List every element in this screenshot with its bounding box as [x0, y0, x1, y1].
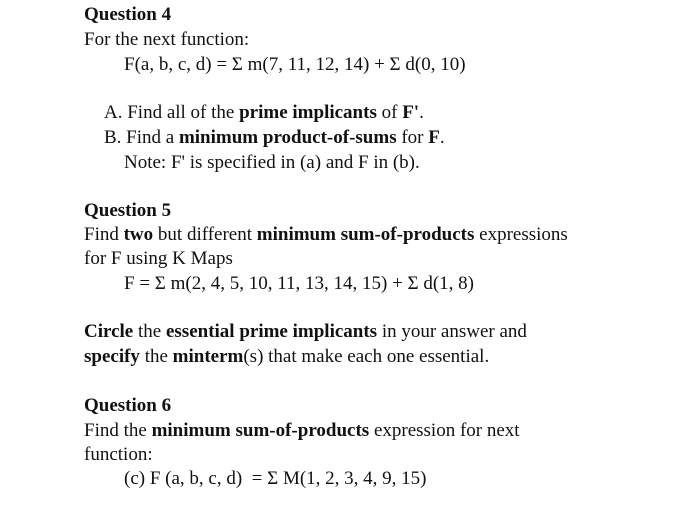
q4-part-a: A. Find all of the prime implicants of F'. [104, 102, 424, 123]
q6-line-2: function: [84, 444, 153, 465]
q5-specify-line: specify the minterm(s) that make each one essential. [84, 346, 490, 367]
q6-function: (c) F (a, b, c, d) = Σ M(1, 2, 3, 4, 9, 15) [124, 468, 427, 489]
q6-title: Question 6 [84, 395, 172, 416]
q4-function: F(a, b, c, d) = Σ m(7, 11, 12, 14) + Σ d(0, 10) [124, 54, 466, 75]
q4-title: Question 4 [84, 4, 172, 25]
q4-note: Note: F' is specified in (a) and F in (b). [124, 152, 420, 173]
q5-line-1: Find two but different minimum sum-of-products expressions [84, 224, 568, 245]
q5-function: F = Σ m(2, 4, 5, 10, 11, 13, 14, 15) + Σ d(1, 8) [124, 273, 474, 294]
q6-line-1: Find the minimum sum-of-products expression for next [84, 420, 520, 441]
q4-intro: For the next function: [84, 29, 250, 50]
q5-title: Question 5 [84, 200, 172, 221]
q5-circle-line: Circle the essential prime implicants in your answer and [84, 321, 527, 342]
q4-part-b: B. Find a minimum product-of-sums for F. [104, 127, 445, 148]
q5-line-2: for F using K Maps [84, 248, 233, 269]
